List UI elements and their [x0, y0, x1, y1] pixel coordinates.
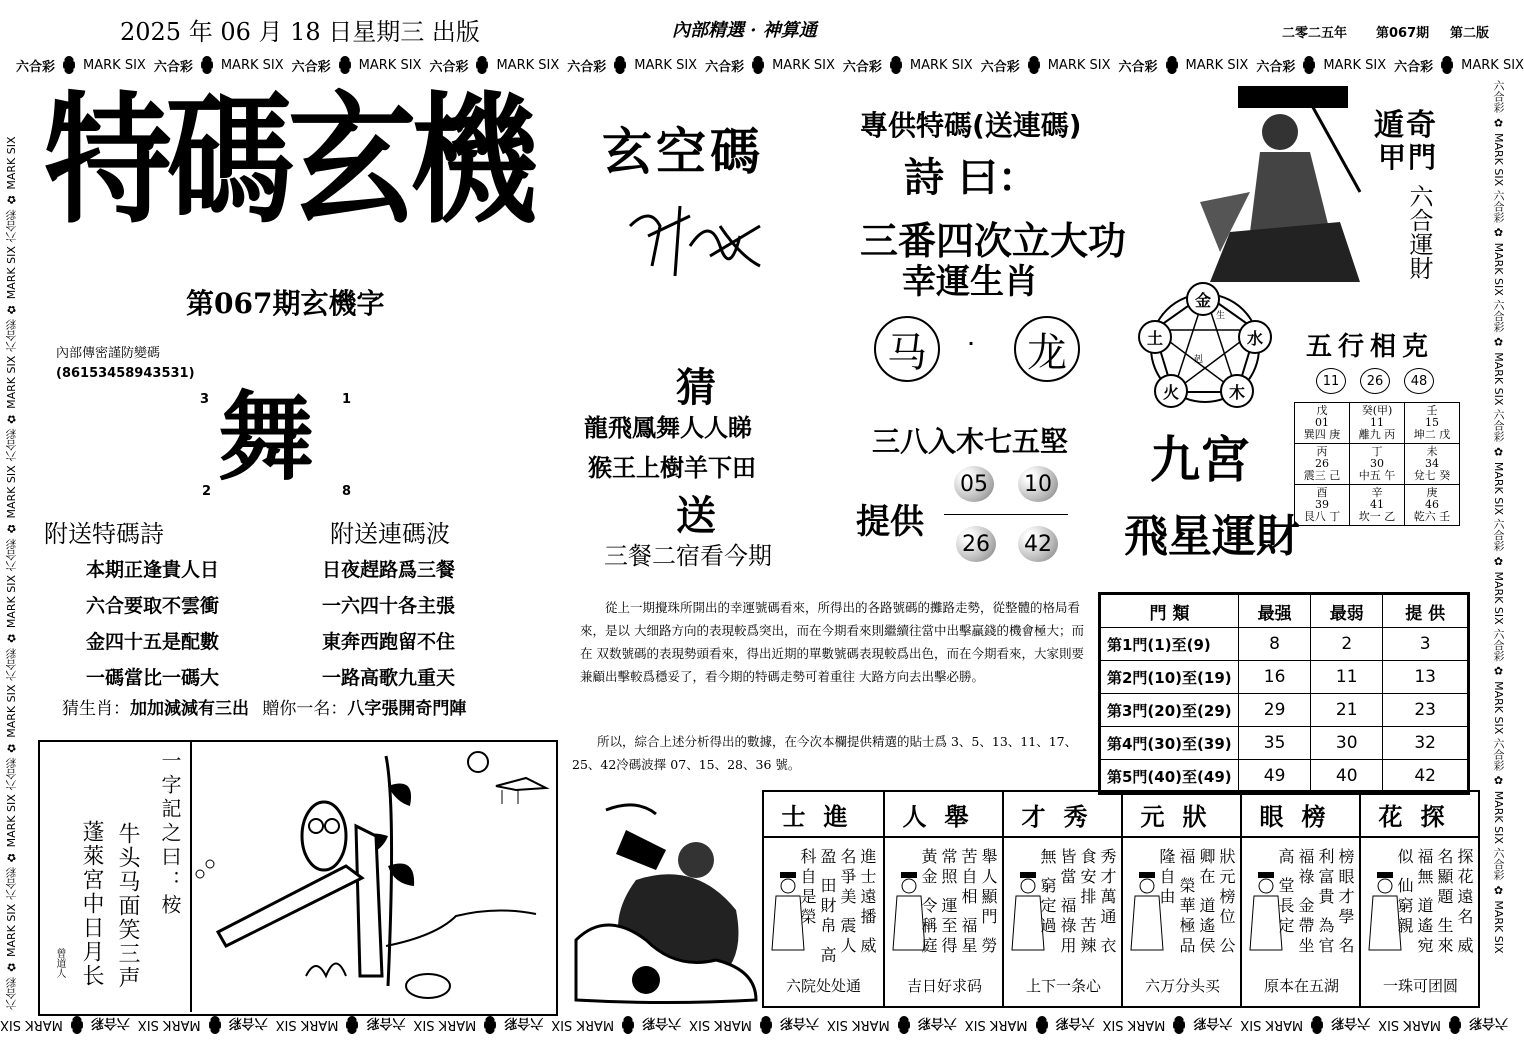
mark-six-logo-text: 六合彩 — [228, 1015, 268, 1031]
header-center: 內部精選 · 神算通 — [672, 20, 817, 41]
poem-special-line: 本期正逢貴人日 — [86, 559, 220, 581]
flower-icon — [752, 56, 764, 74]
mark-six-text: MARK SIX — [909, 57, 973, 73]
wuxing-title: 五行相克 — [1306, 332, 1435, 362]
scholar-column — [883, 792, 1004, 1006]
gate-value: 8 — [1239, 628, 1311, 661]
riddle-line-2: 猴王上樹羊下田 — [588, 454, 756, 482]
mark-six-text: MARK SIX — [1461, 57, 1524, 73]
mark-six-logo-text: 六合彩 — [90, 1015, 130, 1031]
scholar-title: 元狀 — [1123, 792, 1242, 838]
mark-six-text: 六合彩 ✿ MARK SIX — [1492, 80, 1505, 190]
gate-value: 3 — [1383, 628, 1469, 661]
header-date: 2025 年 06 月 18 日星期三 出版 — [120, 18, 480, 46]
gate-value: 30 — [1311, 727, 1383, 760]
number-ball: 10 — [1018, 466, 1058, 502]
gate-value: 16 — [1239, 661, 1311, 694]
scholar-column — [1121, 792, 1242, 1006]
flower-icon — [622, 1016, 634, 1034]
flower-icon — [339, 56, 351, 74]
mark-six-logo-text: 六合彩 — [1193, 1015, 1233, 1031]
mark-six-text: 六合彩 ✿ MARK SIX — [1492, 737, 1505, 848]
ninepalace-cell: 丁 30 中五 午 — [1350, 444, 1405, 485]
riddle-clue: 一字記之曰：桉 — [158, 750, 182, 918]
gate-value: 11 — [1311, 661, 1383, 694]
mark-six-text: 六合彩 ✿ MARK SIX — [1492, 408, 1505, 519]
mark-six-text: MARK SIX — [551, 1017, 615, 1033]
mark-six-text: MARK SIX — [772, 57, 835, 73]
number-8: 8 — [342, 484, 352, 499]
secret-note: 內部傳密謹防變碼 — [56, 346, 161, 361]
wuxing-number: 11 — [1316, 368, 1346, 394]
ninepalace-cell: 庚 46 乾六 壬 — [1405, 485, 1460, 526]
analysis-paragraph-1: 從上一期攪珠所開出的幸運號碼看來，所得出的各路號碼的攤路走勢，從整體的格局看來，是以 大细路方向的表現較爲突出，而在今期看來則繼續往當中出擊贏錢的機會極大；而在 双数號碼的表現勢頭看來，得出近期的單數號碼表現較爲出色，而在今期看來，大家則要兼顧出擊較爲穩妥了，看今期的特碼走勢可着重往 大路方向去出擊必勝。 — [580, 600, 1084, 684]
special-title: 專供特碼(送連碼) — [860, 109, 1082, 142]
scholar-poem: 探花遠名 威名顯題 生來福無 道遙宛似 仙窮親 — [1395, 848, 1474, 958]
mark-six-text: 六合彩 ✿ MARK SIX — [5, 790, 18, 901]
scholar-title: 才秀 — [1004, 792, 1123, 838]
gates-header: 門 類 — [1100, 594, 1239, 628]
mark-six-logo-text: 六合彩 — [705, 59, 745, 75]
scholar-footer: 吉日好求码 — [906, 977, 982, 995]
special-line-1: 三番四次立大功 — [860, 219, 1127, 263]
ninepalace-cell: 辛 41 坎一 乙 — [1350, 485, 1405, 526]
mark-six-text: 六合彩 ✿ MARK SIX — [1492, 299, 1505, 409]
ninepalace-title: 九宮 — [1150, 431, 1250, 489]
flower-icon — [1441, 56, 1453, 74]
flower-icon — [760, 1016, 772, 1034]
ninepalace-cell: 丙 26 震三 己 — [1295, 444, 1350, 485]
mark-six-text: MARK SIX — [496, 57, 560, 73]
mark-six-logo-text: 六合彩 — [504, 1015, 544, 1031]
mark-six-logo-text: 六合彩 — [779, 1015, 819, 1031]
mark-six-logo-text: 六合彩 — [1055, 1015, 1095, 1031]
mark-six-text: 六合彩 ✿ MARK SIX — [1492, 847, 1505, 954]
scholar-column — [1002, 792, 1123, 1006]
scholar-footer: 六万分头买 — [1144, 977, 1220, 995]
flower-icon — [614, 56, 626, 74]
guess-line — [62, 694, 466, 719]
ninepalace-cell: 癸(甲) 11 離九 丙 — [1350, 403, 1405, 444]
scholar-footer: 上下一条心 — [1025, 977, 1101, 995]
scholar-title: 花探 — [1361, 792, 1480, 838]
mark-six-text: MARK SIX — [0, 1017, 63, 1033]
mark-six-text: MARK SIX — [413, 1017, 477, 1033]
number-ball: 42 — [1018, 526, 1058, 562]
ninepalace-cell: 酉 39 艮八 丁 — [1295, 485, 1350, 526]
scholar-footer: 六院处处通 — [785, 977, 861, 995]
warrior-illustration — [1190, 82, 1370, 292]
table-row — [1100, 727, 1469, 760]
mark-six-logo-text: 六合彩 — [917, 1015, 957, 1031]
mark-six-text: MARK SIX — [964, 1017, 1028, 1033]
riddle-line-2-text: 蓬萊宮中日月长 — [79, 820, 104, 988]
gift-value: 八字張開奇門陣 — [347, 699, 467, 719]
flower-icon — [476, 56, 488, 74]
ninepalace-cell: 未 34 兌七 癸 — [1405, 444, 1460, 485]
scholar-column — [764, 792, 883, 1006]
element-wood: 木 — [1220, 374, 1254, 408]
header-edition: 第二版 — [1450, 26, 1490, 41]
element-water: 水 — [1238, 320, 1272, 354]
poem-label: 詩 曰： — [904, 155, 1038, 201]
element-fire: 火 — [1154, 374, 1188, 408]
gate-label: 第4門(30)至(39) — [1100, 727, 1239, 760]
ninepalace-grid — [1294, 402, 1460, 526]
mark-six-text: MARK SIX — [1240, 1017, 1304, 1033]
mark-six-logo-text: 六合彩 — [153, 59, 193, 75]
flower-icon — [1173, 1016, 1185, 1034]
mark-six-text: 六合彩 ✿ MARK SIX — [1492, 628, 1505, 738]
wuxing-number: 48 — [1404, 368, 1434, 394]
number-1: 1 — [342, 392, 352, 407]
mark-six-logo-text: 六合彩 — [16, 59, 56, 75]
zodiac-separator: · — [968, 334, 975, 353]
mark-six-logo-text: 六合彩 — [291, 59, 331, 75]
gate-value: 32 — [1383, 727, 1469, 760]
provide-label: 提供 — [856, 502, 924, 542]
number-2: 2 — [202, 484, 212, 499]
gate-label: 第5門(40)至(49) — [1100, 760, 1239, 794]
scholar-column — [1359, 792, 1480, 1006]
mark-six-text: MARK SIX — [1378, 1017, 1441, 1033]
ninepalace-cell: 戊 01 巽四 庚 — [1295, 403, 1350, 444]
send-line: 三餐二宿看今期 — [604, 542, 772, 570]
number-ball: 05 — [954, 466, 994, 502]
scholar-poem: 秀才萬通 衣食安排 苦辣皆當 福祿用無 窮定過 — [1038, 848, 1117, 958]
dunjia-title-2: 甲門 — [1378, 141, 1439, 174]
poem-wave-line: 東奔西跑留不住 — [322, 631, 456, 653]
mark-six-logo-text: 六合彩 — [429, 59, 469, 75]
dunjia-sub: 六合運財 — [1405, 184, 1433, 280]
mark-six-logo-text: 六合彩 — [1468, 1015, 1508, 1031]
scholar-title: 人舉 — [885, 792, 1004, 838]
number-3: 3 — [200, 392, 210, 407]
riddle-line-1: 龍飛鳳舞人人睇 — [584, 414, 752, 442]
bottom-mark-six-band — [0, 1014, 1524, 1036]
mark-six-text: 六合彩 ✿ MARK SIX — [5, 900, 18, 1010]
flower-icon — [1028, 56, 1040, 74]
gate-label: 第3門(20)至(29) — [1100, 694, 1239, 727]
mark-six-text: 六合彩 ✿ MARK SIX — [5, 352, 18, 462]
zodiac-horse: 马 — [874, 316, 940, 382]
scholars-panel — [762, 790, 1480, 1008]
gate-label: 第2門(10)至(19) — [1100, 661, 1239, 694]
gate-value: 13 — [1383, 661, 1469, 694]
left-mark-six-band — [4, 80, 28, 1010]
xuankong-title: 玄空碼 — [602, 123, 764, 181]
poem-special-line: 六合要取不雲衝 — [86, 595, 220, 617]
scholar-footer: 原本在五湖 — [1263, 977, 1339, 995]
ninepalace-cell: 壬 15 坤二 戊 — [1405, 403, 1460, 444]
wuxing-number: 26 — [1360, 368, 1390, 394]
big-title: 特碼玄機 — [44, 79, 533, 244]
mark-six-text: MARK SIX — [275, 1017, 339, 1033]
gate-value: 23 — [1383, 694, 1469, 727]
mark-six-text: MARK SIX — [137, 1017, 201, 1033]
guess-label: 猜生肖： — [62, 699, 130, 719]
poem-special-line: 一碼當比一碼大 — [86, 667, 220, 689]
mark-six-text: MARK SIX — [83, 57, 146, 73]
gate-value: 40 — [1311, 760, 1383, 794]
poem-special-heading: 附送特碼詩 — [44, 520, 164, 548]
mark-six-text: 六合彩 ✿ MARK SIX — [5, 136, 18, 243]
right-mark-six-band — [1482, 80, 1506, 1010]
mark-six-text: MARK SIX — [1102, 1017, 1166, 1033]
poem-wave-line: 日夜趕路爲三餐 — [322, 559, 456, 581]
table-row — [1100, 661, 1469, 694]
poem-wave-lines — [322, 552, 455, 696]
zodiac-dragon: 龙 — [1014, 316, 1080, 382]
gate-label: 第1門(1)至(9) — [1100, 628, 1239, 661]
special-line-2: 幸運生肖 — [902, 262, 1038, 302]
mark-six-text: 六合彩 ✿ MARK SIX — [5, 681, 18, 791]
header-year: 二零二五年 — [1282, 26, 1348, 41]
gate-value: 21 — [1311, 694, 1383, 727]
special-line-3: 三八入木七五堅 — [872, 425, 1069, 458]
mark-six-text: 六合彩 ✿ MARK SIX — [5, 461, 18, 572]
issue-subtitle: 第067期玄機字 — [186, 287, 385, 320]
gate-value: 49 — [1239, 760, 1311, 794]
mark-six-text: 六合彩 ✿ MARK SIX — [1492, 189, 1505, 300]
mark-six-logo-text: 六合彩 — [842, 59, 882, 75]
flower-icon — [201, 56, 213, 74]
scholar-poem: 舉人顯門 勞苦自相 福星常照 運至得黃金 令稱庭 — [919, 848, 998, 958]
flower-icon — [1449, 1016, 1461, 1034]
handwritten-signature — [620, 196, 770, 286]
mark-six-text: MARK SIX — [689, 1017, 752, 1033]
poem-wave-line: 一六四十各主張 — [322, 595, 456, 617]
mark-six-logo-text: 六合彩 — [1394, 59, 1434, 75]
mark-six-logo-text: 六合彩 — [567, 59, 607, 75]
flower-icon — [63, 56, 75, 74]
mark-six-text: 六合彩 ✿ MARK SIX — [1492, 518, 1505, 629]
gates-table — [1098, 592, 1470, 795]
gates-header: 最强 — [1239, 594, 1311, 628]
scholar-title: 士進 — [764, 792, 883, 838]
element-earth: 土 — [1138, 320, 1172, 354]
table-row — [1100, 628, 1469, 661]
mark-six-text: MARK SIX — [358, 57, 422, 73]
riddle-line-1-text: 牛头马面笑三声 — [115, 822, 140, 990]
mark-six-text: MARK SIX — [1047, 57, 1111, 73]
gate-value: 42 — [1383, 760, 1469, 794]
gates-header: 最弱 — [1311, 594, 1383, 628]
mark-six-text: 六合彩 ✿ MARK SIX — [5, 571, 18, 682]
table-row — [1100, 694, 1469, 727]
ninepalace-sub: 飛星運財 — [1124, 511, 1300, 562]
poem-wave-heading: 附送連碼波 — [330, 520, 450, 548]
gate-value: 35 — [1239, 727, 1311, 760]
mark-six-logo-text: 六合彩 — [1331, 1015, 1371, 1031]
flower-icon — [1311, 1016, 1323, 1034]
gate-value: 2 — [1311, 628, 1383, 661]
dance-char: 舞 — [218, 382, 314, 494]
mark-six-text: MARK SIX — [634, 57, 698, 73]
number-ball: 26 — [956, 526, 996, 562]
mark-six-text: MARK SIX — [1185, 57, 1249, 73]
flower-icon — [890, 56, 902, 74]
scholar-poem: 狀元榜位 公卿在 道遙侯福 榮華極品 隆自由 — [1157, 848, 1236, 958]
gift-label: 贈你一名： — [262, 699, 348, 719]
dunjia-title-1: 遁奇 — [1374, 108, 1438, 143]
poem-special-lines — [86, 552, 219, 696]
mark-six-text: MARK SIX — [826, 1017, 890, 1033]
wuxing-inner-sheng: 生 — [1216, 311, 1226, 321]
mark-six-logo-text: 六合彩 — [1256, 59, 1296, 75]
flower-icon — [484, 1016, 496, 1034]
mark-six-logo-text: 六合彩 — [366, 1015, 406, 1031]
guess-value: 加加減減有三出 — [130, 699, 249, 719]
mark-six-logo-text: 六合彩 — [642, 1015, 682, 1031]
secret-code: (86153458943531) — [56, 366, 195, 381]
table-row — [1100, 760, 1469, 794]
poem-wave-line: 一路高歌九重天 — [322, 667, 456, 689]
scholar-title: 眼榜 — [1242, 792, 1361, 838]
gate-value: 29 — [1239, 694, 1311, 727]
mark-six-text: 六合彩 ✿ MARK SIX — [5, 242, 18, 353]
sage-illustration — [566, 790, 762, 1008]
flower-icon — [1303, 56, 1315, 74]
element-metal: 金 — [1186, 282, 1220, 316]
flower-icon — [1036, 1016, 1048, 1034]
provide-divider — [944, 514, 1068, 515]
poem-special-line: 金四十五是配數 — [86, 631, 220, 653]
riddle-box-divider — [190, 740, 192, 1012]
scholar-poem: 進士遠播 威名爭美 震人盈 田財帛 高科自是榮 — [798, 848, 877, 967]
flower-icon — [209, 1016, 221, 1034]
analysis-paragraph-2: 所以，綜合上述分析得出的數據，在今次本欄提供精選的貼士爲 3、5、13、11、17、25、42冷碼波擇 07、15、28、36 號。 — [572, 734, 1078, 772]
riddle-signature: 曾道人 — [54, 948, 65, 978]
flower-icon — [346, 1016, 358, 1034]
scholar-footer: 一珠可团圆 — [1382, 977, 1458, 995]
mark-six-logo-text: 六合彩 — [980, 59, 1020, 75]
mark-six-text: MARK SIX — [1323, 57, 1387, 73]
scholar-column — [1240, 792, 1361, 1006]
flower-icon — [71, 1016, 83, 1034]
mark-six-text: MARK SIX — [220, 57, 284, 73]
wuxing-inner-ke: 剋 — [1194, 355, 1204, 365]
top-mark-six-band — [0, 54, 1524, 76]
send-char: 送 — [676, 493, 716, 539]
gates-header: 提 供 — [1383, 594, 1469, 628]
mark-six-logo-text: 六合彩 — [1118, 59, 1158, 75]
guess-char: 猜 — [676, 365, 716, 411]
owl-tree-illustration — [196, 746, 548, 1010]
flower-icon — [898, 1016, 910, 1034]
flower-icon — [1166, 56, 1178, 74]
header-issue: 第067期 — [1376, 26, 1430, 41]
scholar-poem: 榜眼才學 名利富貴 為官福祿 金帶坐高 堂長定 — [1276, 848, 1355, 958]
